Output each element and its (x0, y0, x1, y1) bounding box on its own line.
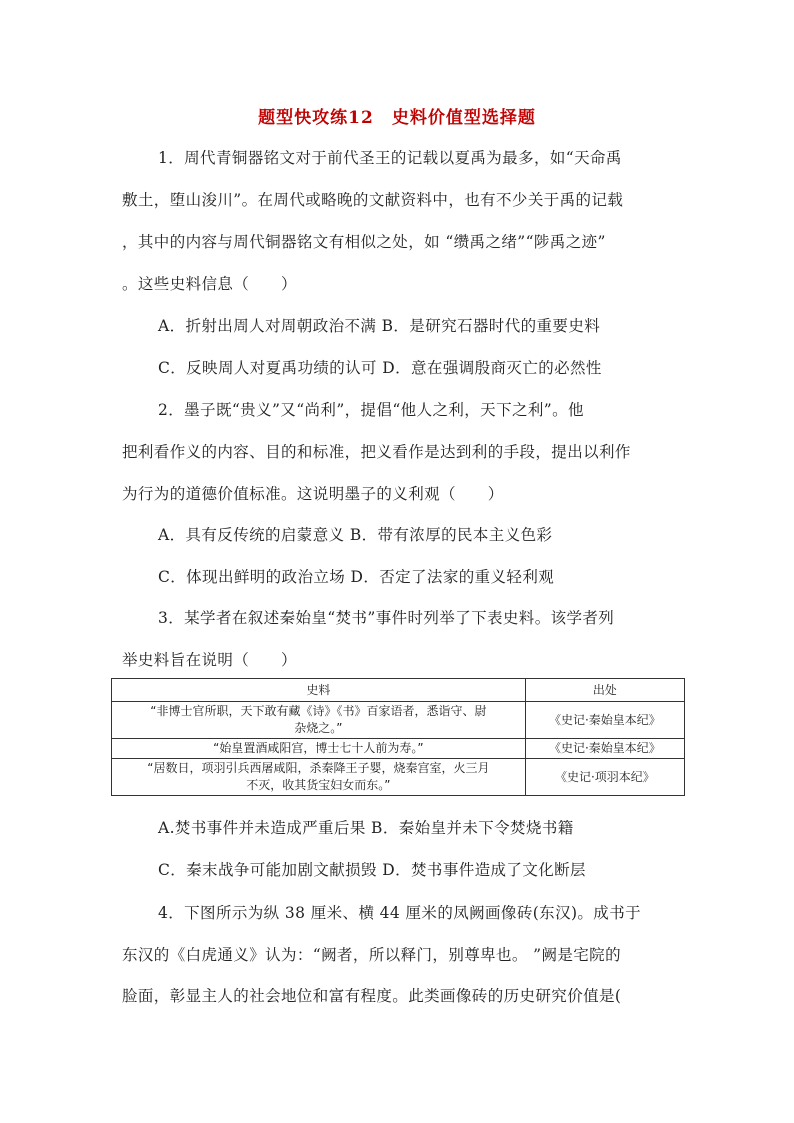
q1-line-3: ，其中的内容与周代铜器铭文有相似之处，如 “缵禹之绪”“陟禹之迹” (122, 233, 606, 251)
table-header-origin: 出处 (525, 679, 684, 702)
table-header-row (112, 679, 685, 702)
q1-line-4: 。这些史料信息（ ） (122, 275, 297, 293)
table-row (112, 759, 685, 796)
table-cell-text: 不灭，收其货宝妇女而东。” (246, 778, 391, 792)
table-cell-text: 杂烧之。” (294, 721, 343, 735)
table-header-source: 史料 (112, 679, 526, 702)
table-cell-origin: 《史记·项羽本纪》 (525, 759, 684, 796)
table-cell-source (112, 759, 526, 796)
table-cell-text: “居数日，项羽引兵西屠咸阳，杀秦降王子婴，烧秦宫室，火三月 (147, 761, 490, 775)
q2-options-ab: A．具有反传统的启蒙意义 B．带有浓厚的民本主义色彩 (158, 526, 553, 544)
table-cell-origin: 《史记·秦始皇本纪》 (525, 702, 684, 739)
q1-line-1: 1．周代青铜器铭文对于前代圣王的记载以夏禹为最多，如“天命禹 (158, 149, 622, 167)
page-title: 题型快攻练12 史料价值型选择题 (258, 108, 536, 128)
table-cell-text: “非博士官所职，天下敢有藏《诗》《书》百家语者，悉诣守、尉 (150, 704, 487, 718)
q2-options-cd: C．体现出鲜明的政治立场 D．否定了法家的重义轻利观 (158, 568, 555, 586)
q2-line-3: 为行为的道德价值标准。这说明墨子的义利观（ ） (122, 485, 504, 503)
q4-line-3: 脸面，彰显主人的社会地位和富有程度。此类画像砖的历史研究价值是( (122, 987, 622, 1005)
q2-line-1: 2．墨子既“贵义”又“尚利”，提倡“他人之利，天下之利”。他 (158, 401, 584, 419)
q1-line-2: 敷土，堕山浚川”。在周代或略晚的文献资料中，也有不少关于禹的记载 (122, 191, 624, 209)
q4-line-1: 4．下图所示为纵 38 厘米、横 44 厘米的凤阙画像砖(东汉)。成书于 (158, 904, 642, 922)
table-cell-origin: 《史记·秦始皇本纪》 (525, 739, 684, 759)
q4-line-2: 东汉的《白虎通义》认为：“阙者，所以释门，别尊卑也。 ”阙是宅院的 (122, 946, 621, 964)
source-table (111, 678, 685, 796)
table-row (112, 702, 685, 739)
table-cell-source (112, 702, 526, 739)
table-row (112, 739, 685, 759)
q1-options-ab: A．折射出周人对周朝政治不满 B．是研究石器时代的重要史料 (158, 317, 601, 335)
q3-options-ab: A.焚书事件并未造成严重后果 B．秦始皇并未下令焚烧书籍 (158, 819, 574, 837)
q3-line-2: 举史料旨在说明（ ） (122, 651, 297, 669)
q3-line-1: 3．某学者在叙述秦始皇“焚书”事件时列举了下表史料。该学者列 (158, 609, 615, 627)
q3-options-cd: C．秦末战争可能加剧文献损毁 D．焚书事件造成了文化断层 (158, 861, 586, 879)
q1-options-cd: C．反映周人对夏禹功绩的认可 D．意在强调殷商灭亡的必然性 (158, 359, 602, 377)
table-cell-source: “始皇置酒咸阳宫，博士七十人前为寿。” (112, 739, 526, 759)
q2-line-2: 把利看作义的内容、目的和标准，把义看作是达到利的手段，提出以利作 (122, 443, 631, 461)
